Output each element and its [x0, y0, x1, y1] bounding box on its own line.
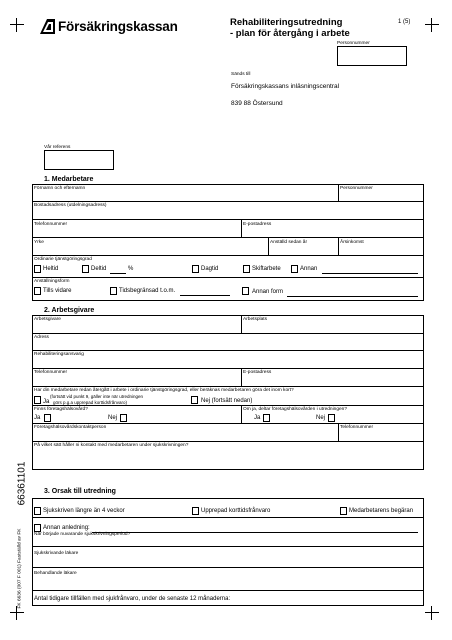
tidsbegransad-label: Tidsbegränsad t.o.m. — [119, 288, 176, 294]
fhv-ja1-checkbox[interactable] — [44, 414, 51, 422]
fhv-nej2-checkbox[interactable] — [328, 414, 335, 422]
annan-anledning-field[interactable] — [92, 532, 418, 533]
deltar-fhv-label: Om ja, deltar företagshälsovården i utredningen? — [243, 407, 347, 412]
deltid-percent-field[interactable] — [110, 273, 126, 274]
divider — [268, 237, 269, 255]
divider — [32, 350, 424, 351]
atergatt-nej-label: Nej (fortsätt nedan) — [201, 398, 253, 404]
arbetsgivare-label: Arbetsgivare — [34, 317, 61, 322]
heltid-label: Heltid — [43, 266, 59, 272]
anstalld-sedan-label: Anställd sedan år — [270, 240, 308, 245]
atergatt-ja-label: Ja — [43, 399, 50, 405]
atergatt-note-1: (fortsätt vid punkt 9, gäller inte när utredningen — [50, 394, 144, 399]
sands-till-label: Sänds till — [231, 72, 251, 77]
divider — [32, 590, 424, 591]
divider — [32, 423, 424, 424]
divider — [32, 405, 424, 406]
divider — [32, 517, 424, 518]
annan-form-label: Annan form — [252, 289, 284, 295]
heltid-checkbox[interactable] — [34, 265, 41, 273]
crop-mark-bottom-right — [425, 606, 439, 620]
annan-form-field[interactable] — [287, 296, 418, 297]
divider — [32, 567, 424, 568]
crop-mark-top-left — [10, 18, 24, 32]
divider — [32, 201, 424, 202]
divider — [32, 546, 424, 547]
fhv-ja2-label: Ja — [254, 415, 261, 421]
atergatt-question: Har din medarbetare redan återgått i arbete i ordinarie tjänstgöringsgrad, eller beräknas medarbetaren göra det inom kort? — [34, 388, 294, 393]
skiftarbete-label: Skiftarbete — [252, 266, 281, 272]
crop-mark-top-right — [425, 18, 439, 32]
annan-anledning-label: Annan anledning: — [43, 525, 90, 531]
divider — [241, 368, 242, 386]
annan-anledning-checkbox[interactable] — [34, 524, 41, 532]
telefon2-label: Telefonnummer — [34, 370, 68, 375]
divider — [32, 277, 424, 278]
page-indicator: 1 (5) — [398, 19, 411, 25]
nar-borjade-label: När började nuvarande sjukskrivningsperiod? — [34, 532, 131, 537]
sjukskriven-label: Sjukskriven längre än 4 veckor — [43, 508, 125, 514]
dagtid-label: Dagtid — [201, 266, 219, 272]
finns-fhv-label: Finns företagshälsovård? — [34, 407, 88, 412]
tidsbegransad-date-field[interactable] — [180, 295, 230, 296]
arbetsplats-label: Arbetsplats — [243, 317, 267, 322]
atergatt-nej-checkbox[interactable] — [191, 396, 198, 404]
divider — [32, 368, 424, 369]
yrke-label: Yrke — [34, 240, 44, 245]
fornamn-label: Förnamn och efternamn — [34, 186, 86, 191]
fhv-nej1-label: Nej — [108, 415, 118, 421]
section1-heading: 1. Medarbetare — [44, 176, 94, 183]
divider — [241, 219, 242, 237]
behandlande-lakare-label: Behandlande läkare — [34, 571, 77, 576]
sjukskriven-checkbox[interactable] — [34, 507, 41, 515]
divider — [241, 315, 242, 333]
sjukskrivande-lakare-label: Sjukskrivande läkare — [34, 551, 79, 556]
rehabansvarig-label: Rehabiliteringsansvarig — [34, 352, 84, 357]
fhv-ja2-checkbox[interactable] — [263, 414, 270, 422]
var-referens-label: Vår referens — [44, 145, 71, 150]
annan-form-checkbox[interactable] — [242, 287, 249, 295]
divider — [241, 405, 242, 423]
atergatt-ja-checkbox[interactable] — [34, 396, 41, 404]
annan-label: Annan — [300, 266, 318, 272]
anstallningsform-label: Anställningsform — [34, 279, 70, 284]
tills-vidare-checkbox[interactable] — [34, 287, 41, 295]
begaran-checkbox[interactable] — [340, 507, 347, 515]
recipient-name: Försäkringskassans inläsningscentral — [231, 83, 340, 90]
divider — [32, 333, 424, 334]
telefon-label: Telefonnummer — [34, 222, 68, 227]
divider — [32, 441, 424, 442]
form-title-line2: - plan för återgång i arbete — [230, 28, 350, 39]
divider — [32, 255, 424, 256]
antal-tillfallen-label: Antal tidigare tillfällen med sjukfrånvaro, under de senaste 12 månaderna: — [34, 596, 231, 602]
logo — [40, 19, 178, 34]
annan-field[interactable] — [322, 273, 418, 274]
section3-heading: 3. Orsak till utredning — [44, 488, 116, 495]
kontakt-question: På vilket sätt håller ni kontakt med medarbetaren under sjukskrivningen? — [34, 443, 189, 448]
arsinkomst-label: Årsinkomst — [340, 240, 364, 245]
deltid-checkbox[interactable] — [82, 265, 89, 273]
upprepad-label: Upprepad korttidsfrånvaro — [201, 508, 271, 514]
personnummer-header-label: Personnummer — [337, 41, 370, 46]
section2-heading: 2. Arbetsgivare — [44, 307, 95, 314]
epost-label: E-postadress — [243, 222, 272, 227]
fhv-nej2-label: Nej — [316, 415, 326, 421]
logo-text: Försäkringskassan — [58, 19, 178, 34]
divider — [32, 237, 424, 238]
form-number: 66361101 — [16, 461, 28, 506]
adress-label: Adress — [34, 335, 49, 340]
percent-label: % — [128, 266, 134, 272]
skiftarbete-checkbox[interactable] — [243, 265, 250, 273]
divider — [32, 219, 424, 220]
fhv-kontaktperson-label: Företagshälsovårdskontaktperson — [34, 425, 107, 430]
form-code: FK 6636 (007 F 001) Fastställd av FK — [17, 528, 23, 609]
personnummer-label: Personnummer — [340, 186, 373, 191]
atergatt-note-2: görs p.g.a upprepad korttidsfrånvaro) — [53, 400, 128, 405]
fhv-nej1-checkbox[interactable] — [120, 414, 127, 422]
personnummer-header-field[interactable] — [337, 46, 407, 66]
begaran-label: Medarbetarens begäran — [349, 508, 414, 514]
form-title-line1: Rehabiliteringsutredning — [230, 17, 343, 28]
annan-checkbox[interactable] — [291, 265, 298, 273]
fhv-telefon-label: Telefonnummer — [340, 425, 374, 430]
bostadsadress-label: Bostadsadress (utdelningsadress) — [34, 203, 107, 208]
dagtid-checkbox[interactable] — [192, 265, 199, 273]
var-referens-field[interactable] — [44, 150, 114, 170]
upprepad-checkbox[interactable] — [192, 507, 199, 515]
divider — [338, 423, 339, 441]
epost2-label: E-postadress — [243, 370, 272, 375]
deltid-label: Deltid — [91, 266, 107, 272]
ordinarie-tjanstgoringsgrad-label: Ordinarie tjänstgöringsgrad — [34, 257, 92, 262]
divider — [338, 184, 339, 202]
logo-icon — [40, 19, 55, 34]
tills-vidare-label: Tills vidare — [43, 288, 72, 294]
fhv-ja1-label: Ja — [34, 415, 41, 421]
divider — [32, 386, 424, 387]
divider — [338, 237, 339, 255]
recipient-address: 839 88 Östersund — [231, 100, 283, 107]
tidsbegransad-checkbox[interactable] — [110, 287, 117, 295]
